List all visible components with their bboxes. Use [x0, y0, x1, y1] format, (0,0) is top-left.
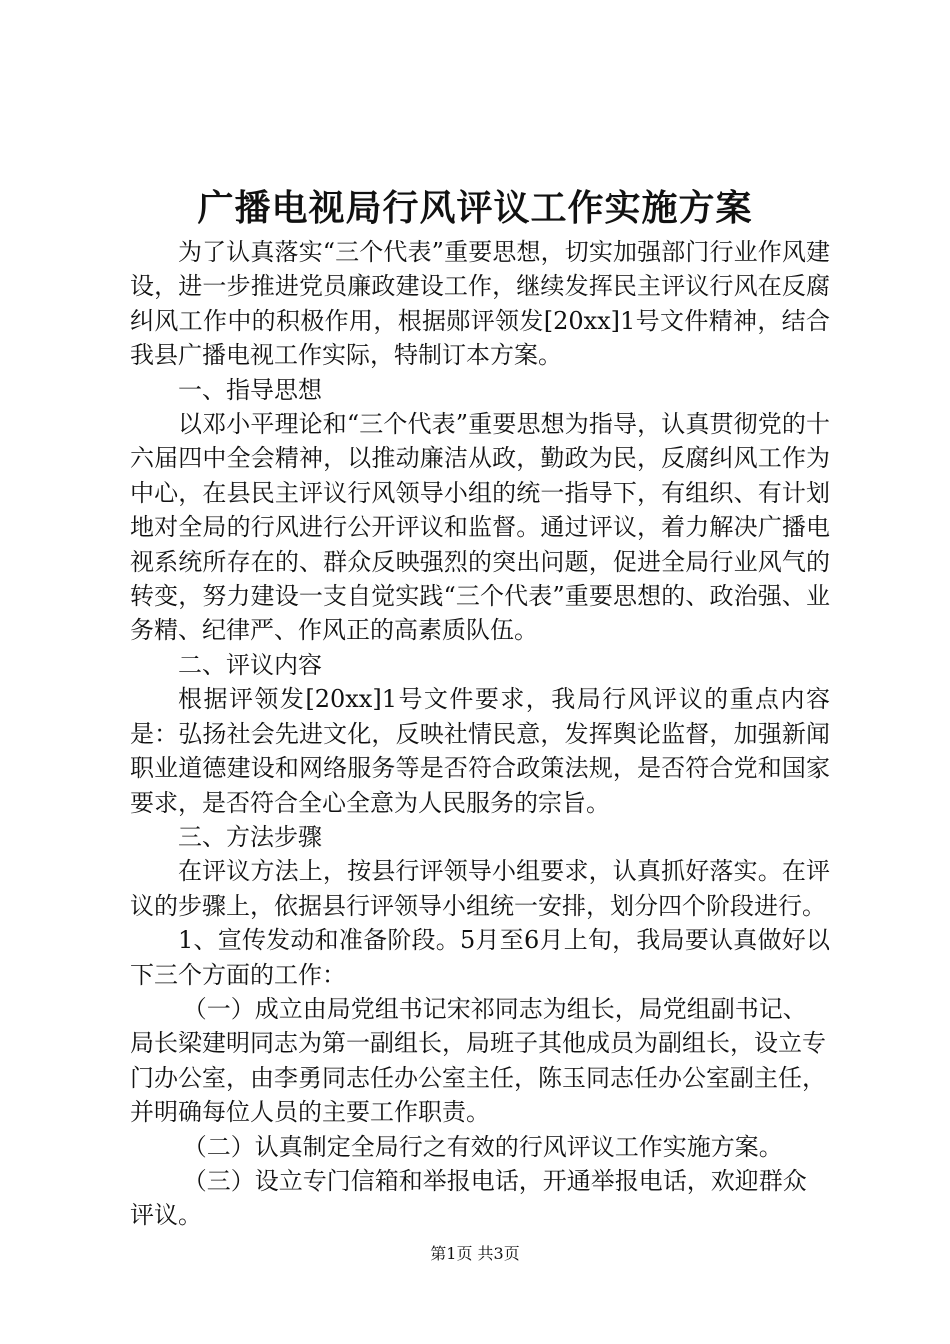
sub-item-two: （二）认真制定全局行之有效的行风评议工作实施方案。: [182, 1132, 783, 1161]
method-steps-paragraph: 在评议方法上，按县行评领导小组要求，认真抓好落实。在评议的步骤上，依据县行评领导小组统一安排，划分四个阶段进行。: [130, 857, 830, 920]
document-title: 广播电视局行风评议工作实施方案: [197, 187, 753, 229]
intro-paragraph: 为了认真落实“三个代表”重要思想，切实加强部门行业作风建设，进一步推进党员廉政建设工作，继续发挥民主评议行风在反腐纠风工作中的积极作用，根据郧评领发[20xx]1号文件精神，结合我县广播电视工作实际，特制订本方案。: [130, 238, 830, 370]
sub-item-one: （一）成立由局党组书记宋祁同志为组长，局党组副书记、局长梁建明同志为第一副组长，局班子其他成员为副组长，设立专门办公室，由李勇同志任办公室主任，陈玉同志任办公室副主任，并明确每位人员的主要工作职责。: [130, 994, 826, 1127]
page-footer: 第1页 共3页: [430, 1244, 520, 1263]
section-heading-method-steps: 三、方法步骤: [178, 822, 322, 851]
document-body: [130, 235, 830, 1233]
sub-item-three: （三）设立专门信箱和举报电话，开通举报电话，欢迎群众评议。: [130, 1166, 807, 1230]
stage-one-paragraph: 1、宣传发动和准备阶段。5月至6月上旬，我局要认真做好以下三个方面的工作：: [130, 926, 830, 989]
section-heading-review-content: 二、评议内容: [178, 650, 322, 679]
section-heading-guiding-ideology: 一、指导思想: [178, 375, 322, 404]
guiding-ideology-paragraph: 以邓小平理论和“三个代表”重要思想为指导，认真贯彻党的十六届四中全会精神，以推动廉洁从政，勤政为民，反腐纠风工作为中心，在县民主评议行风领导小组的统一指导下，有组织、有计划地对全局的行风进行公开评议和监督。通过评议，着力解决广播电视系统所存在的、群众反映强烈的突出问题，促进全局行业风气的转变，努力建设一支自觉实践“三个代表”重要思想的、政治强、业务精、纪律严、作风正的高素质队伍。: [130, 410, 830, 645]
review-content-paragraph: 根据评领发[20xx]1号文件要求，我局行风评议的重点内容是：弘扬社会先进文化，反映社情民意，发挥舆论监督，加强新闻职业道德建设和网络服务等是否符合政策法规，是否符合党和国家要求，是否符合全心全意为人民服务的宗旨。: [130, 685, 830, 817]
